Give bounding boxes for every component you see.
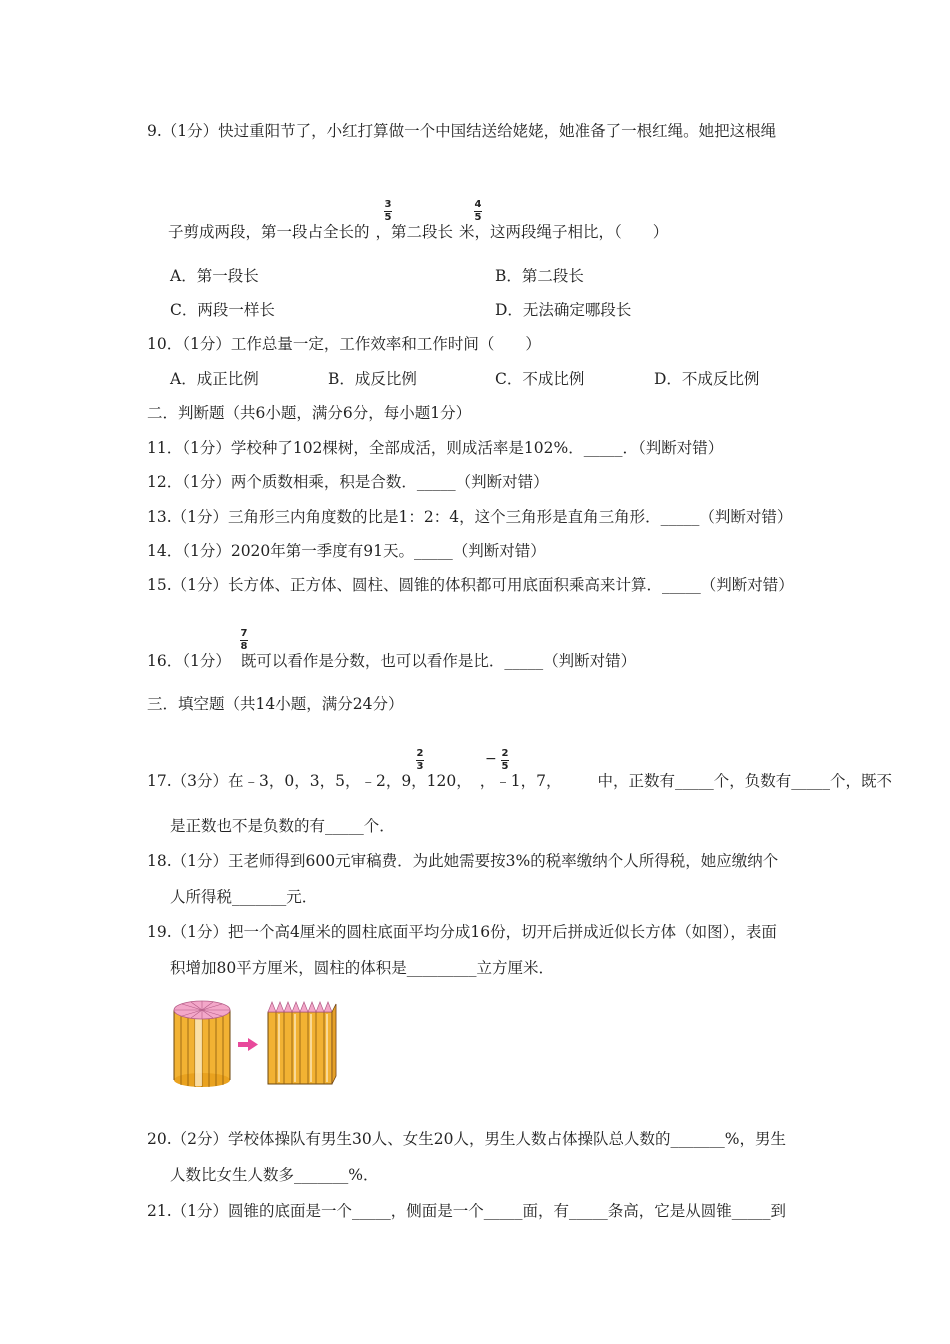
q17-part3: 中，正数有_____个，负数有_____个，既不 bbox=[597, 772, 893, 790]
q20-line1: 20.（2分）学校体操队有男生30人、女生20人，男生人数占体操队总人数的_______%，男生 bbox=[147, 1130, 786, 1148]
q19-line1: 19.（1分）把一个高4厘米的圆柱底面平均分成16份，切开后拼成近似长方体（如图），表面 bbox=[147, 923, 777, 941]
q10-option-d: D．不成反比例 bbox=[654, 370, 760, 388]
fraction-denominator: 3 bbox=[416, 761, 424, 772]
q9-line2 bbox=[168, 222, 668, 242]
q9-option-b: B．第二段长 bbox=[495, 267, 584, 285]
q9-option-a: A．第一段长 bbox=[170, 267, 259, 285]
q16-text bbox=[147, 651, 636, 671]
q9-line1: 9.（1分）快过重阳节了，小红打算做一个中国结送给姥姥，她准备了一根红绳。她把这根绳 bbox=[147, 122, 777, 140]
q14-text: 14．（1分）2020年第一季度有91天。_____（判断对错） bbox=[147, 542, 546, 560]
q9-option-d: D．无法确定哪段长 bbox=[495, 301, 632, 319]
cylinder-to-prism-figure bbox=[168, 994, 368, 1088]
cylinder-image bbox=[174, 1001, 230, 1087]
fraction-numerator: 7 bbox=[240, 628, 248, 639]
q20-line2: 人数比女生人数多_______%． bbox=[170, 1166, 379, 1184]
q10-text: 10．（1分）工作总量一定，工作效率和工作时间（ ） bbox=[147, 335, 541, 353]
fraction-denominator: 5 bbox=[384, 212, 392, 223]
q16-part2: 既可以看作是分数，也可以看作是比．_____（判断对错） bbox=[240, 652, 637, 670]
fraction-numerator: 2 bbox=[416, 748, 424, 759]
q18-line2: 人所得税_______元． bbox=[170, 888, 318, 906]
q10-option-a: A．成正比例 bbox=[170, 370, 259, 388]
q13-text: 13.（1分）三角形三内角度数的比是1：2：4，这个三角形是直角三角形．_____（判断对错） bbox=[147, 508, 793, 526]
q19-line2: 积增加80平方厘米，圆柱的体积是_________立方厘米． bbox=[170, 959, 554, 977]
q9-line2-part1: 子剪成两段，第一段占全长的 bbox=[168, 223, 370, 241]
q15-text: 15.（1分）长方体、正方体、圆柱、圆锥的体积都可用底面积乘高来计算．_____（判断对错） bbox=[147, 576, 794, 594]
q17-fraction-2-3 bbox=[416, 749, 424, 772]
prism-image bbox=[268, 1002, 336, 1084]
q21-line1: 21.（1分）圆锥的底面是一个_____，侧面是一个_____面，有_____条高，它是从圆锥_____到 bbox=[147, 1202, 787, 1220]
q10-option-c: C．不成比例 bbox=[495, 370, 585, 388]
q11-text: 11．（1分）学校种了102棵树，全部成活，则成活率是102%．_____．（判断对错） bbox=[147, 439, 724, 457]
fraction-denominator: 5 bbox=[474, 212, 482, 223]
q9-option-c: C．两段一样长 bbox=[170, 301, 275, 319]
fraction-denominator: 5 bbox=[501, 761, 509, 772]
q16-fraction-7-8 bbox=[240, 629, 248, 652]
q17-part2: ，﹣1，7， bbox=[479, 772, 562, 790]
q9-line2-part3: 米，这两段绳子相比，（ ） bbox=[459, 223, 669, 241]
section-2-heading: 二．判断题（共6小题，满分6分，每小题1分） bbox=[147, 404, 472, 422]
q17-negative-sign: − bbox=[485, 751, 497, 767]
fraction-numerator: 2 bbox=[501, 748, 509, 759]
section-3-heading: 三．填空题（共14小题，满分24分） bbox=[147, 695, 404, 713]
q10-option-b: B．成反比例 bbox=[328, 370, 417, 388]
q9-fraction-4-5 bbox=[474, 200, 482, 223]
q18-line1: 18.（1分）王老师得到600元审稿费．为此她需要按3%的税率缴纳个人所得税，她应缴纳个 bbox=[147, 852, 779, 870]
q9-fraction-3-5 bbox=[384, 200, 392, 223]
q17-line1 bbox=[147, 771, 892, 791]
arrow-icon bbox=[238, 1038, 258, 1051]
q16-part1: 16．（1分） bbox=[147, 652, 231, 670]
fraction-numerator: 3 bbox=[384, 199, 392, 210]
q17-fraction-2-5 bbox=[501, 749, 509, 772]
q12-text: 12．（1分）两个质数相乘，积是合数．_____（判断对错） bbox=[147, 473, 549, 491]
q9-line2-part2: ，第二段长 bbox=[375, 223, 454, 241]
fraction-numerator: 4 bbox=[474, 199, 482, 210]
q17-part1: 17.（3分）在﹣3，0，3，5，﹣2，9，120， bbox=[147, 772, 472, 790]
q17-line2: 是正数也不是负数的有_____个． bbox=[170, 817, 395, 835]
fraction-denominator: 8 bbox=[240, 641, 248, 652]
